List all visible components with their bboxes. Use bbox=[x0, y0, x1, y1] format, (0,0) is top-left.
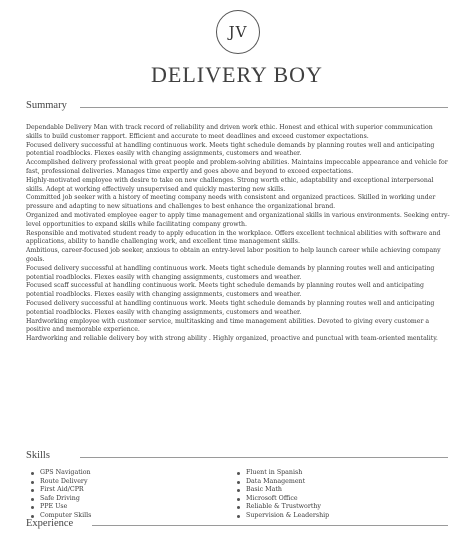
skill-item: PPE Use bbox=[30, 503, 91, 512]
summary-paragraph: Hardworking employee with customer service, multitasking and time management abilities. Devoted to giving every customer a positive and memorable experience. bbox=[26, 317, 430, 334]
skills-list-right bbox=[236, 469, 329, 521]
skill-item: Route Delivery bbox=[30, 478, 91, 487]
summary-heading: Summary bbox=[26, 100, 67, 111]
summary-paragraph: Focused scaff successful at handling continuous work. Meets tight schedule demands by planning routes well and anticipating potential roadblocks. Flexes easily with changing assignments, customers and weather. bbox=[26, 282, 424, 299]
skill-item: Supervision & Leadership bbox=[236, 512, 329, 521]
skill-item: Reliable & Trustworthy bbox=[236, 503, 329, 512]
summary-paragraph: Committed job seeker with a history of meeting company needs with consistent and organized practices. Skilled in working under pressure and adapting to new situations and challenges to best enhance the organizational brand. bbox=[26, 194, 436, 211]
summary-paragraph: Organized and motivated employee eager to apply time management and organizational skills in various environments. Seeking entry-level opportunities to expand skills while facilitating company growth. bbox=[26, 211, 450, 228]
candidate-name: DELIVERY BOY bbox=[151, 62, 323, 87]
skill-item: Data Management bbox=[236, 478, 329, 487]
skill-item: Fluent in Spanish bbox=[236, 469, 329, 478]
monogram-initials: JV bbox=[228, 23, 248, 41]
summary-paragraph: Focused delivery successful at handling continuous work. Meets tight schedule demands by planning routes well and anticipating potential roadblocks. Flexes easily with changing assignments, customers and weather. bbox=[26, 299, 435, 316]
summary-paragraph: Highly-motivated employee with desire to take on new challenges. Strong worth ethic, adaptability and exceptional interpersonal skills. Adept at working effectively unsupervised and quickly mastering new skills. bbox=[26, 176, 434, 193]
skills-list-left bbox=[30, 469, 91, 521]
skills-divider bbox=[80, 457, 448, 458]
skill-item: GPS Navigation bbox=[30, 469, 91, 478]
skill-item: Safe Driving bbox=[30, 495, 91, 504]
skill-item: Microsoft Office bbox=[236, 495, 329, 504]
skill-item: First Aid/CPR bbox=[30, 486, 91, 495]
summary-paragraph: Focused delivery successful at handling continuous work. Meets tight schedule demands by planning routes well and anticipating potential roadblocks. Flexes easily with changing assignments, customers and weather. bbox=[26, 264, 435, 281]
experience-heading: Experience bbox=[26, 518, 74, 529]
skill-item: Basic Math bbox=[236, 486, 329, 495]
summary-divider bbox=[80, 107, 448, 108]
summary-paragraph: Ambitious, career-focused job seeker, anxious to obtain an entry-level labor position to help launch career while achieving company goals. bbox=[26, 247, 441, 263]
monogram-badge bbox=[216, 10, 260, 54]
summary-paragraph: Dependable Delivery Man with track record of reliability and driven work ethic. Honest and ethical with superior communication skills to build customer rapport. Efficient and accurate to meet deadlines and exceed customer expectations. bbox=[26, 124, 433, 140]
summary-paragraph: Responsible and motivated student ready to apply education in the workplace. Offers excellent technical abilities with software and applications, ability to handle challenging work, and excellent time management skills. bbox=[26, 229, 441, 246]
summary-paragraph: Hardworking and reliable delivery boy with strong ability . Highly organized, proactive and punctual with team-oriented mentality. bbox=[26, 335, 438, 343]
summary-body bbox=[26, 124, 450, 344]
summary-paragraph: Focused delivery successful at handling continuous work. Meets tight schedule demands by planning routes well and anticipating potential roadblocks. Flexes easily with changing assignments, customers and weather. bbox=[26, 141, 435, 158]
experience-divider bbox=[92, 525, 448, 526]
skills-heading: Skills bbox=[26, 450, 50, 461]
summary-paragraph: Accomplished delivery professional with great people and problem-solving abilities. Maintains impeccable appearance and vehicle for fast, professional deliveries. Manages time expertly and goes above and beyond to exceed expectations. bbox=[26, 159, 448, 175]
skill-item: Computer Skills bbox=[30, 512, 91, 521]
